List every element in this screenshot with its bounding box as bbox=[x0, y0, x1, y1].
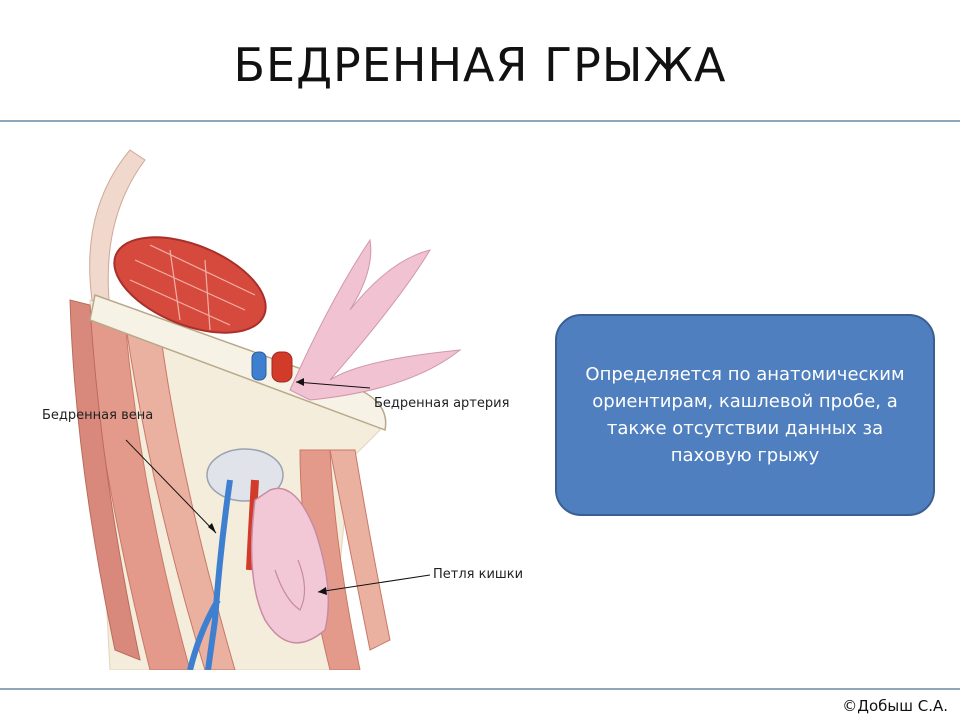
spermatic-cord bbox=[290, 240, 460, 400]
callout-text: Определяется по анатомическим ориентирам, кашлевой пробе, а также отсутствии данных за паховую грыжу bbox=[585, 364, 905, 466]
footer-divider bbox=[0, 688, 960, 690]
femoral-artery-label: Бедренная артерия bbox=[374, 396, 510, 411]
bowel-loop-label: Петля кишки bbox=[433, 567, 524, 582]
femoral-vein-label: Бедренная вена bbox=[42, 408, 154, 423]
title-divider bbox=[0, 120, 960, 122]
slide-title: БЕДРЕННАЯ ГРЫЖА bbox=[233, 38, 727, 92]
femoral-vein-vessel-top bbox=[252, 352, 266, 380]
copyright: ©Добыш С.А. bbox=[842, 697, 948, 715]
femoral-artery-vessel bbox=[272, 352, 292, 382]
info-callout bbox=[555, 314, 935, 516]
